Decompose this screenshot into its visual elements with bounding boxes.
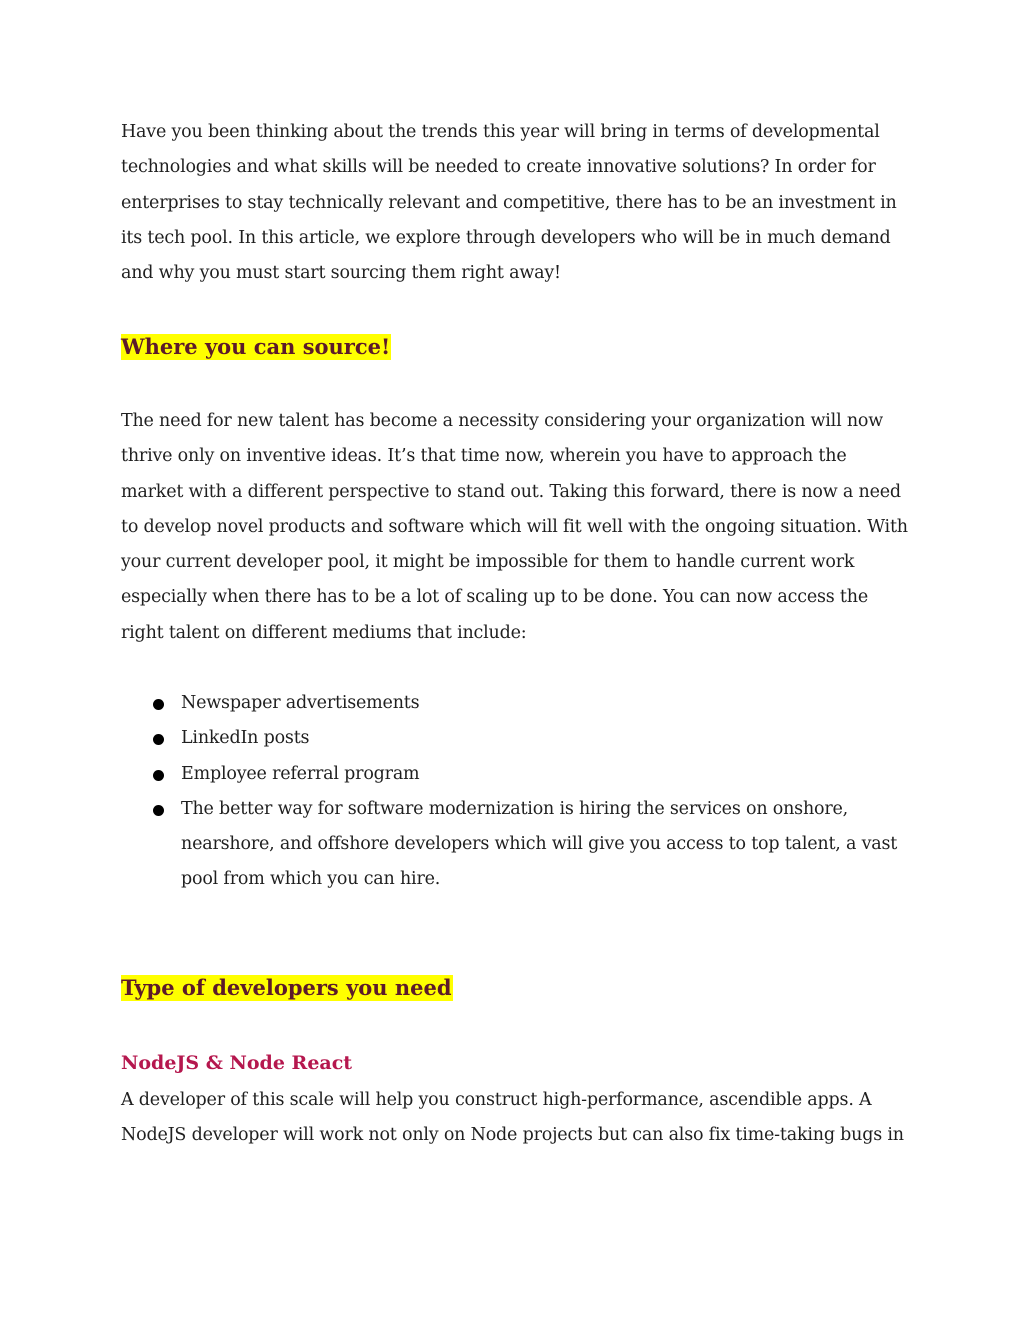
- section-heading-where-to-source: [121, 333, 391, 361]
- subheading-nodejs: NodeJS & Node React: [121, 1052, 353, 1074]
- bullet-icon: [153, 734, 164, 745]
- list-item: [150, 757, 910, 792]
- list-item: [150, 792, 910, 898]
- sourcing-paragraph: The need for new talent has become a necessity considering your organization will now thrive only on inventive ideas. It’s that time now, wherein you have to approach the market with a different perspective to stand out. Taking this forward, there is now a need to develop novel products and software which will fit well with the ongoing situation. With your current developer pool, it might be impossible for them to handle current work especially when there has to be a lot of scaling up to be done. You can now access the right talent on different mediums that include:: [121, 411, 908, 643]
- list-item-text: LinkedIn posts: [181, 728, 310, 749]
- bullet-icon: [153, 805, 164, 816]
- section-heading-developer-types: [121, 974, 453, 1002]
- intro-paragraph: Have you been thinking about the trends this year will bring in terms of developmental technologies and what skills will be needed to create innovative solutions? In order for enterprises to stay technically relevant and competitive, there has to be an investment in its tech pool. In this article, we explore through developers who will be in much demand and why you must start sourcing them right away!: [121, 122, 897, 284]
- bullet-icon: [153, 699, 164, 710]
- list-item-text: Newspaper advertisements: [181, 693, 420, 713]
- section-heading-text: Type of developers you need: [121, 975, 452, 1000]
- list-item: [150, 721, 910, 756]
- list-item-text: The better way for software modernization is hiring the services on onshore, nearshore, and offshore developers which will give you access to top talent, a vast pool from which you can hire.: [181, 798, 898, 890]
- bullet-icon: [153, 770, 164, 781]
- nodejs-paragraph: A developer of this scale will help you construct high-performance, ascendible apps. A NodeJS developer will work not only on Node projects but can also fix time-taking bugs in: [121, 1090, 904, 1146]
- section-heading-text: Where you can source!: [121, 334, 391, 359]
- list-item-text: Employee referral program: [181, 763, 420, 784]
- list-item: [150, 686, 910, 721]
- sourcing-mediums-list: [150, 686, 910, 898]
